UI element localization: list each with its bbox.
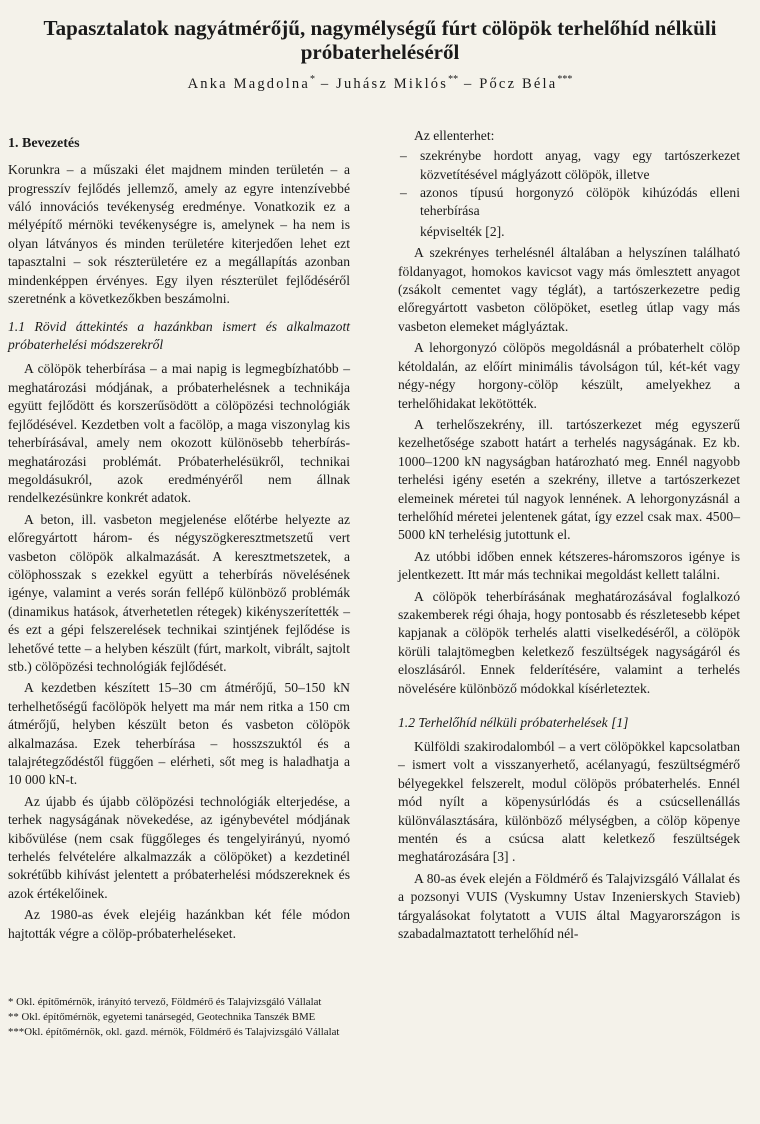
- paragraph: Az újabb és újabb cölöpözési technológiák elterjedése, a terhek nagyságának növekedése, az igénybevétel módjának kibővülése (nem csak függőleges és tengelyirányú, nyomó terhelés felvételére alkalmazzák a cölöpöket) a kezdetinél sokrétűbb kihívást jelentett a próbaterhelési módszereknek és azok értékelőinek.: [8, 793, 350, 901]
- paragraph: Az ellenterhet:: [414, 127, 495, 143]
- paragraph: A cölöpök teherbírásának meghatározásával foglalkozó szakemberek régi óhaja, hogy pontosabb és részletesebb képet kapjanak a cölöpök terhelés alatti viselkedéséről, a cölöpök körüli talajtömegben keletkező feszültségek nagyságáról és eloszlásáról. Ennek felderítésére, valamint a terhelés növelésére különböző módokkal kísérleteztek.: [398, 588, 740, 696]
- paragraph: A terhelőszekrény, ill. tartószerkezet még egyszerű kezelhetősége szabott határt a terhelés nagyságának. Ez kb. 1000–1200 kN nagyságban határozható meg. Ennél nagyobb terhelési igény esetén a szekrény, illetve a tartószerkezet elemeinek méretei túl nagyok lennének. A lehorgonyzásnál a terhelőhíd méretei jelentenek gátat, így ezzel csak max. 4500–5000 kN terhelésig jutottunk el.: [398, 416, 740, 543]
- author-separator: –: [320, 75, 331, 92]
- author-name: Juhász Miklós: [336, 75, 449, 92]
- author-footnote-mark: ***: [557, 74, 573, 85]
- footnote: ** Okl. építőmérnök, egyetemi tanársegéd, Geotechnika Tanszék BME: [8, 1011, 316, 1023]
- paragraph: A szekrényes terhelésnél általában a helyszínen található földanyagot, homokos kavicsot vagy más ömlesztett anyagot (zsákolt cementet vagy téglát), a tartószerkezetre pedig előregyártott vasbeton cölöpöket, esetleg útlap vagy más vasbeton elemeket máglyáztak.: [398, 245, 740, 334]
- paragraph: A 80-as évek elején a Földmérő és Talajvizsgáló Vállalat és a pozsonyi VUIS (Vyskumny Ustav Inzenierskych Stavieb) tárgyalásokat folytatott a VUIS által Magyarországon is szabadalmaztatott terhelőhíd nél-: [398, 870, 740, 942]
- list-item: – azonos típusú horgonyzó cölöpök kihúzódás elleni teherbírása: [398, 184, 740, 221]
- author-footnote-mark: **: [448, 74, 459, 85]
- paragraph: A lehorgonyzó cölöpös megoldásnál a próbaterhelt cölöp kétoldalán, az előírt minimális távolságon túl, két-két vagy négy-négy horgony-cölöp készült, amelyekhez a terhelőhidakat lekötötték.: [398, 340, 740, 411]
- section-heading: 1. Bevezetés: [8, 135, 80, 151]
- author-name: Pőcz Béla: [479, 75, 558, 92]
- bullet-list: [398, 147, 740, 221]
- footnotes: [8, 995, 568, 1040]
- subsection-heading: 1.1 Rövid áttekintés a hazánkban ismert és alkalmazott próbaterhelési módszerekről: [8, 319, 350, 353]
- paragraph: Korunkra – a műszaki élet majdnem minden területén – a progresszív fejlődés jellemző, amely az egyre intenzívebbé váló innovációs tevékenység eredménye. Vonatkozik ez a mélyépítő mérnöki tevékenységre is, amelynek – ha nem is olyan látványos és minden területére kiterjedően lehet ezt tapasztalni – sok részterületére ez a megállapítás azonban mindenképpen érvényes. Egy ilyen részterület fejlődéséről szeretnénk a következőkben beszámolni.: [8, 162, 350, 307]
- author-name: Anka Magdolna: [187, 75, 311, 92]
- footnote: * Okl. építőmérnök, irányító tervező, Földmérő és Talajvizsgáló Vállalat: [8, 996, 322, 1008]
- paragraph: A kezdetben készített 15–30 cm átmérőjű, 50–150 kN terhelhetőségű facölöpök helyett ma már nem ritka a 150 cm átmérőjű, helyben készült beton és vasbeton cölöpök alkalmazása. Ezek teherbírása – hosszszuktól és a talajrétegződéstől függően – elérheti, sőt meg is haladhatja a 10 000 kN-t.: [8, 680, 350, 788]
- paragraph: A beton, ill. vasbeton megjelenése előtérbe helyezte az előregyártott három- és négyszögkeresztmetszetű vert vasbeton cölöpök alkalmazását. A keresztmetszetek, a cölöphosszak s ezekkel együtt a teherbírás növelésének igénye, valamint a verés során fellépő különböző problémák (dinamikus hatások, átverhetetlen rétegek) kikényszerítették – és ezt a gépi felszerelések technikai szintjének fejlődése is lehetővé tette – a helyben készült (fúrt, markolt, vibrált, sajtolt stb.) cölöpözési technológiák fejlődését.: [8, 511, 350, 674]
- author-footnote-mark: *: [310, 74, 316, 85]
- paragraph: A cölöpök teherbírása – a mai napig is legmegbízhatóbb – meghatározási módjának, a próbaterhelésnek a technikája együtt fejlődött és korszerűsödött a cölöpözési technológiák fejlődésével. Kezdetben volt a facölöp, a maga viszonylag kis teherbírásával, amely nem okozott különösebb teherbírás-meghatározási problémát. Próbaterhelésükről, technikai megoldásukról, azok eredményéről nem állnak rendelkezésünkre konkrét adatok.: [8, 361, 350, 506]
- paragraph: Külföldi szakirodalomból – a vert cölöpökkel kapcsolatban – ismert volt a visszanyerhető, acélanyagú, feszültségmérő bélyegekkel felszerelt, modul cölöpös próbaterhelés. Ennél mód nyílt a köpenysúrlódás és a csúcsellenállás különválasztására, különböző mélységben, a cölöp köpenye mentén és a csúcsa alatt keletkező feszültségek meghatározására [3] .: [398, 739, 740, 865]
- right-column: [398, 127, 740, 944]
- list-item: – szekrénybe hordott anyag, vagy egy tartószerkezet közvetítésével máglyázott cölöpök, illetve: [398, 147, 740, 184]
- paragraph: képviselték [2].: [420, 223, 505, 239]
- paragraph: Az 1980-as évek elejéig hazánkban két féle módon hajtották végre a cölöp-próbaterheléseket.: [8, 907, 350, 941]
- author-line: [30, 74, 730, 93]
- subsection-heading: 1.2 Terhelőhíd nélküli próbaterhelések [1]: [398, 715, 629, 731]
- author-separator: –: [463, 75, 474, 92]
- footnote: ***Okl. építőmérnök, okl. gazd. mérnök, Földmérő és Talajvizsgáló Vállalat: [8, 1026, 340, 1038]
- paper-title: Tapasztalatok nagyátmérőjű, nagymélységű fúrt cölöpök terhelőhíd nélküli próbaterheléséről: [43, 16, 717, 64]
- body-columns: [8, 127, 740, 944]
- left-column: [8, 135, 350, 944]
- paragraph: Az utóbbi időben ennek kétszeres-háromszoros igénye is jelentkezett. Itt már más technikai megoldást kellett találni.: [398, 548, 740, 583]
